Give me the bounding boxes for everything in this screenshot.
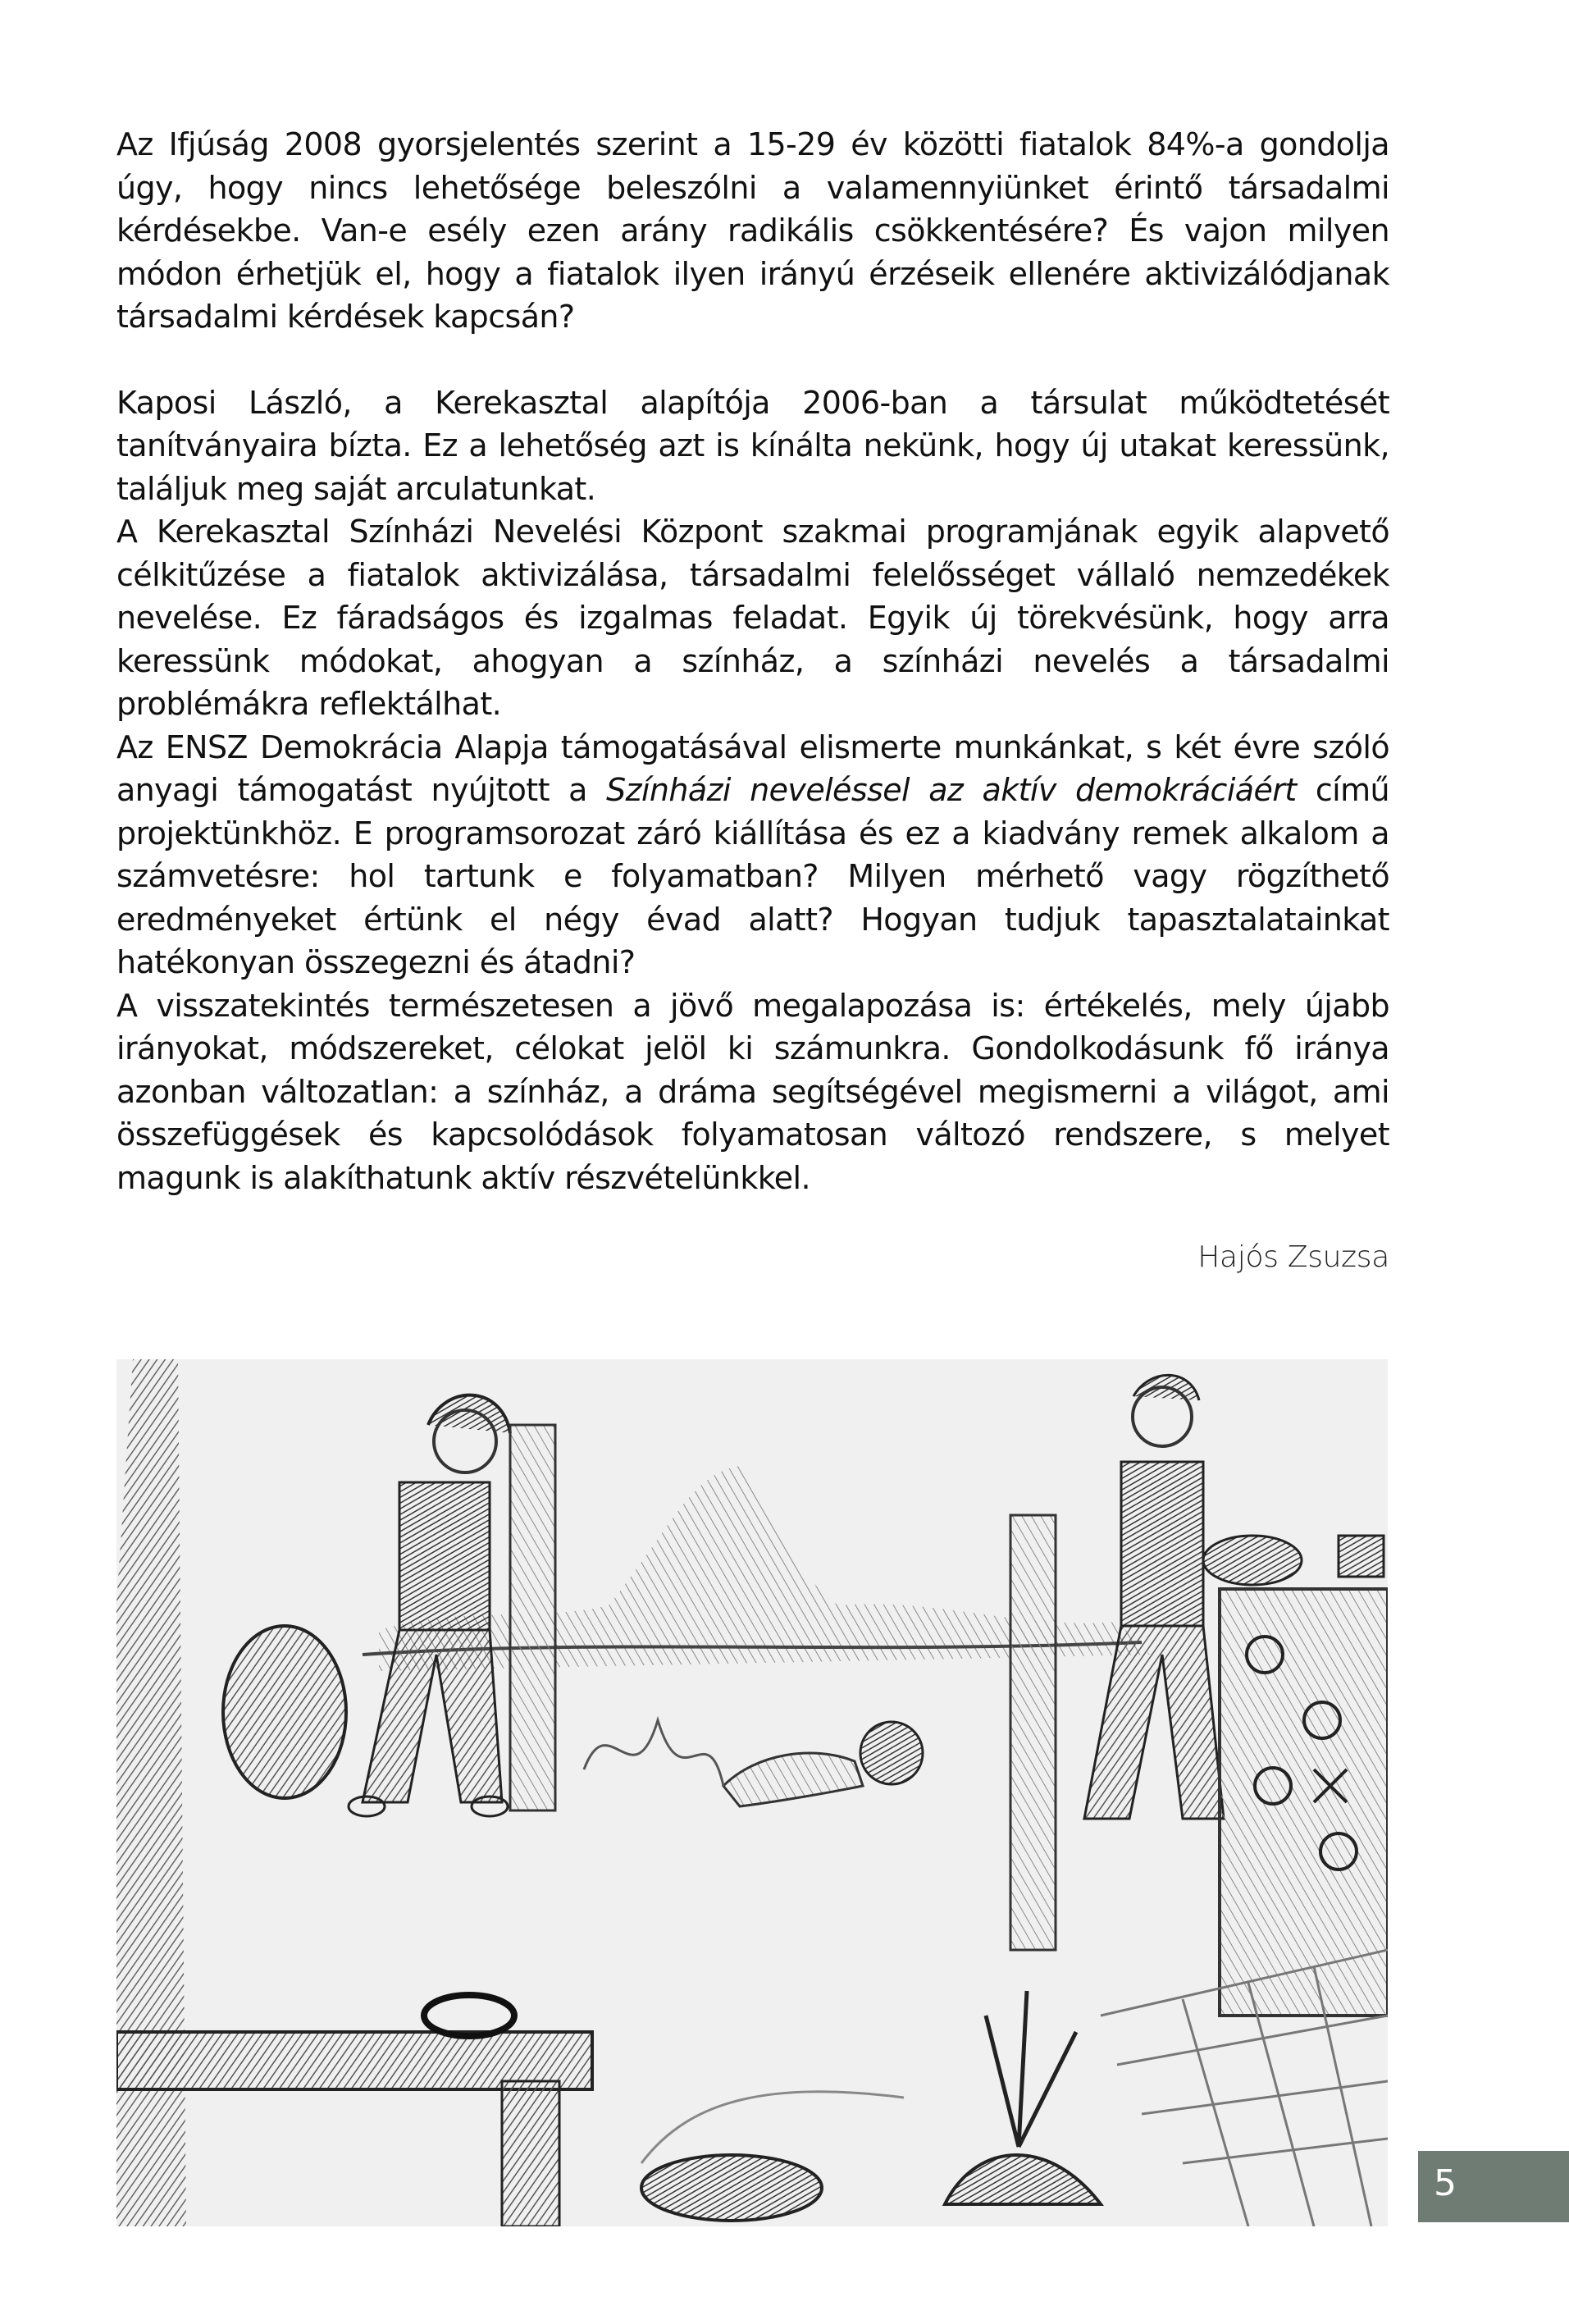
paragraph-5: A visszatekintés természetesen a jövő megalapozása is: értékelés, mely újabb irányokat, módszereket, célokat jelöl ki számunkra. Gondolkodásunk fő iránya azonban változatlan: a színház, a dráma segítségével megismerni a világot, ami összefüggések és kapcsolódások folyamatosan változó rendszere, s melyet magunk is alakíthatunk aktív részvételünkkel. <box>116 987 1389 1196</box>
body-text <box>116 123 1389 1199</box>
paragraph-3: A Kerekasztal Színházi Nevelési Központ szakmai programjának egyik alapvető célkitűzése a fiatalok aktivizálása, társadalmi felelősséget vállaló nemzedékek nevelése. Ez fáradságos és izgalmas feladat. Egyik új törekvésünk, hogy arra keressünk módokat, ahogyan a színház, a színházi nevelés a társadalmi problémákra reflektálhat. <box>116 514 1389 722</box>
pencil-drawing <box>116 1359 1388 2226</box>
paragraph-4-text-end: című projektünkhöz. E programsorozat záró kiállítása és ez a kiadvány remek alkalom a számvetésre: hol tartunk e folyamatban? Milyen mérhető vagy rögzíthető eredményeket értünk el négy évad alatt? Hogyan tudjuk tapasztalatainkat hatékonyan összegezni és átadni? <box>116 772 1389 980</box>
page-number: 5 <box>1434 2162 1457 2204</box>
paragraph-1: Az Ifjúság 2008 gyorsjelentés szerint a 15-29 év közötti fiatalok 84%-a gondolja úgy, hogy nincs lehetősége beleszólni a valamennyiünket érintő társadalmi kérdésekbe. Van-e esély ezen arány radikális csökkentésére? És vajon milyen módon érhetjük el, hogy a fiatalok ilyen irányú érzéseik ellenére aktivizálódjanak társadalmi kérdések kapcsán? <box>116 126 1389 335</box>
project-title: Színházi neveléssel az aktív demokráciáért <box>606 772 1297 808</box>
author-signature: Hajós Zsuzsa <box>1197 1240 1389 1274</box>
paragraph-4 <box>116 726 1389 984</box>
paragraph-4-text-start: Az ENSZ Demokrácia Alapja támogatásával elismerte munkánkat, s két évre szóló anyagi támogatást nyújtott a <box>116 728 1389 808</box>
child-drawing-illustration <box>116 1359 1388 2226</box>
page-number-tab <box>1418 2151 1569 2222</box>
paragraph-2: Kaposi László, a Kerekasztal alapítója 2006-ban a társulat működtetését tanítványaira bízta. Ez a lehetőség azt is kínálta nekünk, hogy új utakat keressünk, találjuk meg saját arculatunkat. <box>116 384 1389 507</box>
paragraph-gap <box>116 339 1389 381</box>
